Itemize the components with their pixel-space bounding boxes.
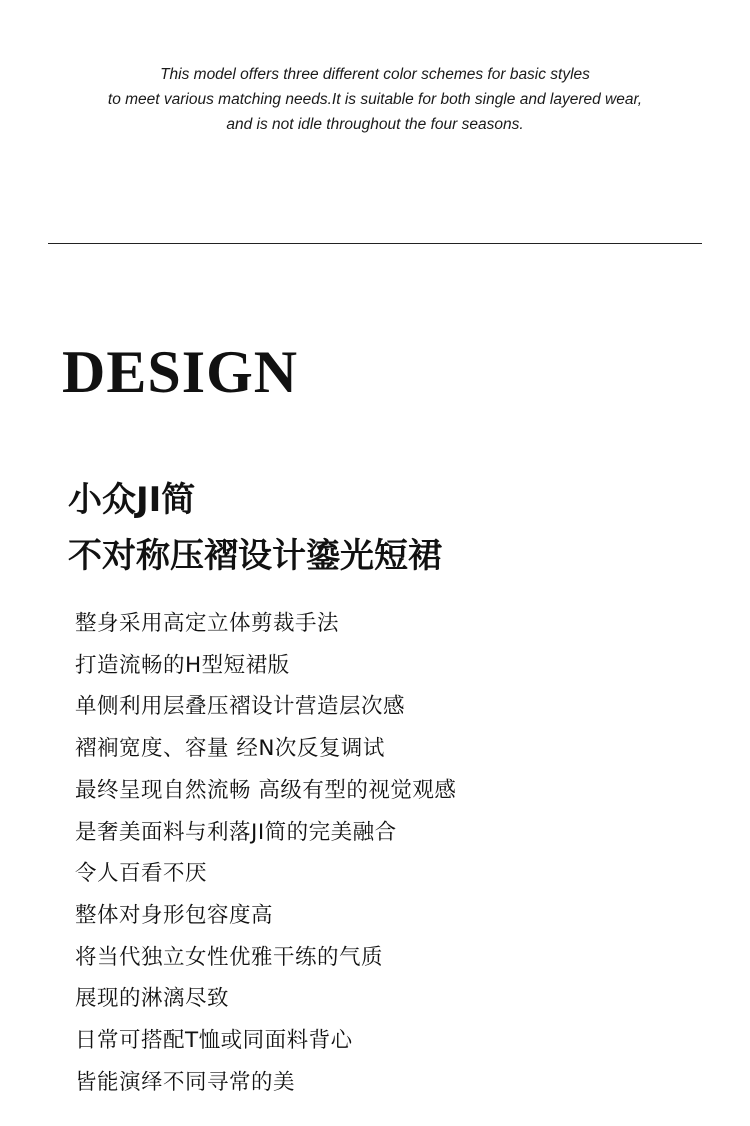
description-line: 单侧利用层叠压褶设计营造层次感 — [75, 694, 406, 720]
product-title — [68, 472, 442, 584]
description-line: 整体对身形包容度高 — [75, 902, 274, 928]
design-heading: DESIGN — [62, 339, 299, 405]
intro-paragraph — [0, 62, 750, 137]
intro-line: to meet various matching needs.It is suitable for both single and layered wear, — [107, 91, 643, 108]
section-divider — [48, 243, 702, 244]
description-line: 是奢美面料与利落JI简的完美融合 — [75, 819, 397, 845]
description-line: 皆能演绎不同寻常的美 — [75, 1069, 296, 1095]
description-line: 整身采用高定立体剪裁手法 — [75, 611, 340, 636]
intro-line: and is not idle throughout the four seasons. — [226, 116, 524, 133]
description-line: 日常可搭配T恤或同面料背心 — [75, 1028, 353, 1054]
description-line: 展现的淋漓尽致 — [75, 986, 230, 1012]
description-line: 将当代独立女性优雅干练的气质 — [75, 944, 384, 970]
description-line: 褶裥宽度、容量 经N次反复调试 — [75, 736, 385, 762]
description-line: 最终呈现自然流畅 高级有型的视觉观感 — [75, 777, 457, 803]
description-line: 打造流畅的H型短裙版 — [75, 652, 290, 678]
description-line: 令人百看不厌 — [75, 861, 208, 887]
intro-line: This model offers three different color schemes for basic styles — [160, 66, 590, 83]
title-line-2: 不对称压褶设计鎏光短裙 — [68, 536, 442, 576]
title-line-1: 小众JI简 — [68, 480, 196, 520]
description-list — [75, 603, 456, 1103]
